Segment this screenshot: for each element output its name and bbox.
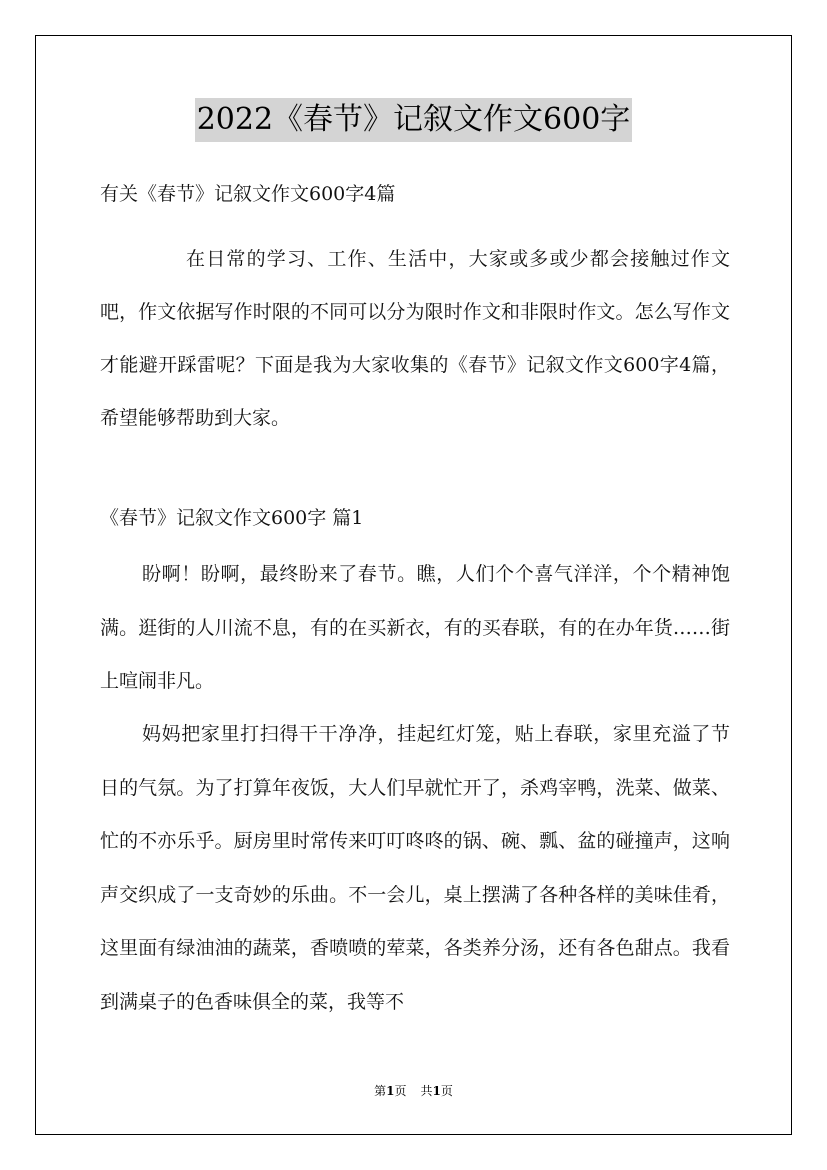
footer-page-number: 1 <box>386 1084 395 1098</box>
title-container <box>0 98 827 142</box>
footer-total-pages: 1 <box>432 1084 441 1098</box>
footer-page-prefix: 第 <box>374 1084 387 1098</box>
page-footer <box>0 1082 827 1099</box>
section-heading: 《春节》记叙文作文600字 篇1 <box>100 507 364 529</box>
body-paragraph: 妈妈把家里打扫得干干净净，挂起红灯笼，贴上春联，家里充溢了节日的气氛。为了打算年夜饭，大人们早就忙开了，杀鸡宰鸭，洗菜、做菜、忙的不亦乐乎。厨房里时常传来叮叮咚咚的锅、碗、瓢、盆的碰撞声，这响声交织成了一支奇妙的乐曲。不一会儿，桌上摆满了各种各样的美味佳肴，这里面有绿油油的蔬菜，香喷喷的荤菜，各类养分汤，还有各色甜点。我看到满桌子的色香味俱全的菜，我等不 <box>100 723 730 1013</box>
body-paragraph: 盼啊！盼啊，最终盼来了春节。瞧，人们个个喜气洋洋，个个精神饱满。逛街的人川流不息，有的在买新衣，有的买春联，有的在办年货……街上喧闹非凡。 <box>100 563 730 692</box>
intro-heading: 有关《春节》记叙文作文600字4篇 <box>100 183 396 205</box>
document-title: 2022《春节》记叙文作文600字 <box>195 98 633 142</box>
footer-page-suffix: 页 <box>394 1084 407 1098</box>
intro-paragraph: 在日常的学习、工作、生活中，大家或多或少都会接触过作文吧，作文依据写作时限的不同可以分为限时作文和非限时作文。怎么写作文才能避开踩雷呢？下面是我为大家收集的《春节》记叙文作文600字4篇，希望能够帮助到大家。 <box>100 248 730 429</box>
footer-total-prefix: 共 <box>420 1084 433 1098</box>
footer-total-suffix: 页 <box>440 1084 453 1098</box>
